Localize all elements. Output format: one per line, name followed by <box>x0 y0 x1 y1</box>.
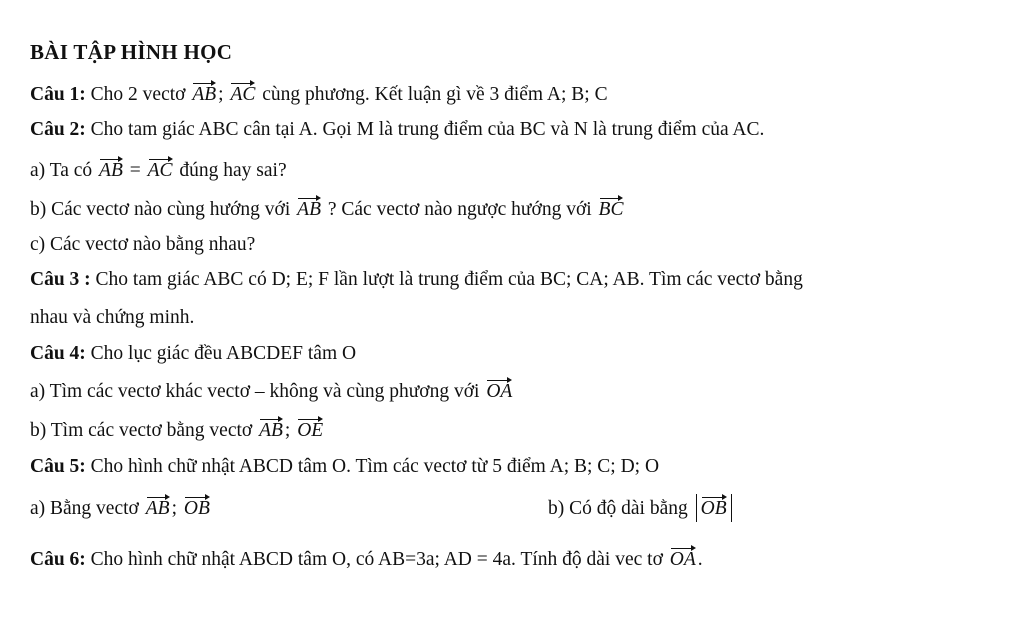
q5a-text-1: a) Bằng vectơ <box>30 498 144 519</box>
q4-label: Câu 4: <box>30 343 86 364</box>
magnitude-bars <box>696 494 732 522</box>
vector-bc: BC <box>599 195 624 219</box>
q3-text-1: Cho tam giác ABC có D; E; F lần lượt là trung điểm của BC; CA; AB. Tìm các vectơ bằng <box>90 269 803 290</box>
vector-ab: AB <box>297 195 321 219</box>
page-title: BÀI TẬP HÌNH HỌC <box>30 40 233 64</box>
question-5a <box>30 494 212 521</box>
question-4 <box>30 342 356 366</box>
vector-oe: OE <box>297 416 323 440</box>
vector-ab: AB <box>192 80 216 104</box>
vector-oa: OA <box>486 377 512 401</box>
vector-ac: AC <box>230 80 255 104</box>
vector-ob: OB <box>184 494 210 518</box>
q5b-text-1: b) Có độ dài bằng <box>548 498 693 519</box>
question-3-continued: nhau và chứng minh. <box>30 307 195 328</box>
q2a-text-1: a) Ta có <box>30 160 98 181</box>
vector-ab: AB <box>146 494 170 518</box>
q6-text-2: . <box>697 549 703 570</box>
q4-text: Cho lục giác đều ABCDEF tâm O <box>85 343 357 364</box>
q2a-text-2: đúng hay sai? <box>174 160 287 181</box>
vector-ab: AB <box>99 156 123 180</box>
question-6 <box>30 545 703 572</box>
q3-label: Câu 3 : <box>30 269 91 290</box>
q4a-text-1: a) Tìm các vectơ khác vectơ – không và cùng phương với <box>30 381 485 402</box>
question-4a <box>30 377 514 404</box>
q1-text-2: cùng phương. Kết luận gì về 3 điểm A; B; C <box>257 84 608 105</box>
vector-oa: OA <box>670 545 696 569</box>
vector-ob: OB <box>701 494 727 518</box>
q2-text: Cho tam giác ABC cân tại A. Gọi M là trung điểm của BC và N là trung điểm của AC. <box>85 119 765 140</box>
question-3 <box>30 268 803 292</box>
q1-sep: ; <box>218 84 229 105</box>
q6-label: Câu 6: <box>30 549 86 570</box>
question-2a <box>30 156 287 183</box>
q2a-equals: = <box>124 160 146 181</box>
q4b-sep: ; <box>284 420 296 441</box>
q1-text-1: Cho 2 vectơ <box>85 84 191 105</box>
question-2 <box>30 118 764 142</box>
question-4b <box>30 416 325 443</box>
q2b-text-2: ? Các vectơ nào ngược hướng với <box>322 199 597 220</box>
vector-ac: AC <box>148 156 173 180</box>
question-2c: c) Các vectơ nào bằng nhau? <box>30 234 256 255</box>
question-1 <box>30 80 608 107</box>
q5-label: Câu 5: <box>30 456 86 477</box>
q6-text-1: Cho hình chữ nhật ABCD tâm O, có AB=3a; AD = 4a. Tính độ dài vec tơ <box>85 549 668 570</box>
question-2b <box>30 195 625 222</box>
q5-text: Cho hình chữ nhật ABCD tâm O. Tìm các vectơ từ 5 điểm A; B; C; D; O <box>85 456 660 477</box>
question-5 <box>30 455 659 479</box>
q4b-text-1: b) Tìm các vectơ bằng vectơ <box>30 420 258 441</box>
q2b-text-1: b) Các vectơ nào cùng hướng với <box>30 199 296 220</box>
vector-ab: AB <box>259 416 283 440</box>
q2-label: Câu 2: <box>30 119 86 140</box>
question-5b <box>548 494 732 522</box>
q1-label: Câu 1: <box>30 84 86 105</box>
q5a-sep: ; <box>171 498 182 519</box>
